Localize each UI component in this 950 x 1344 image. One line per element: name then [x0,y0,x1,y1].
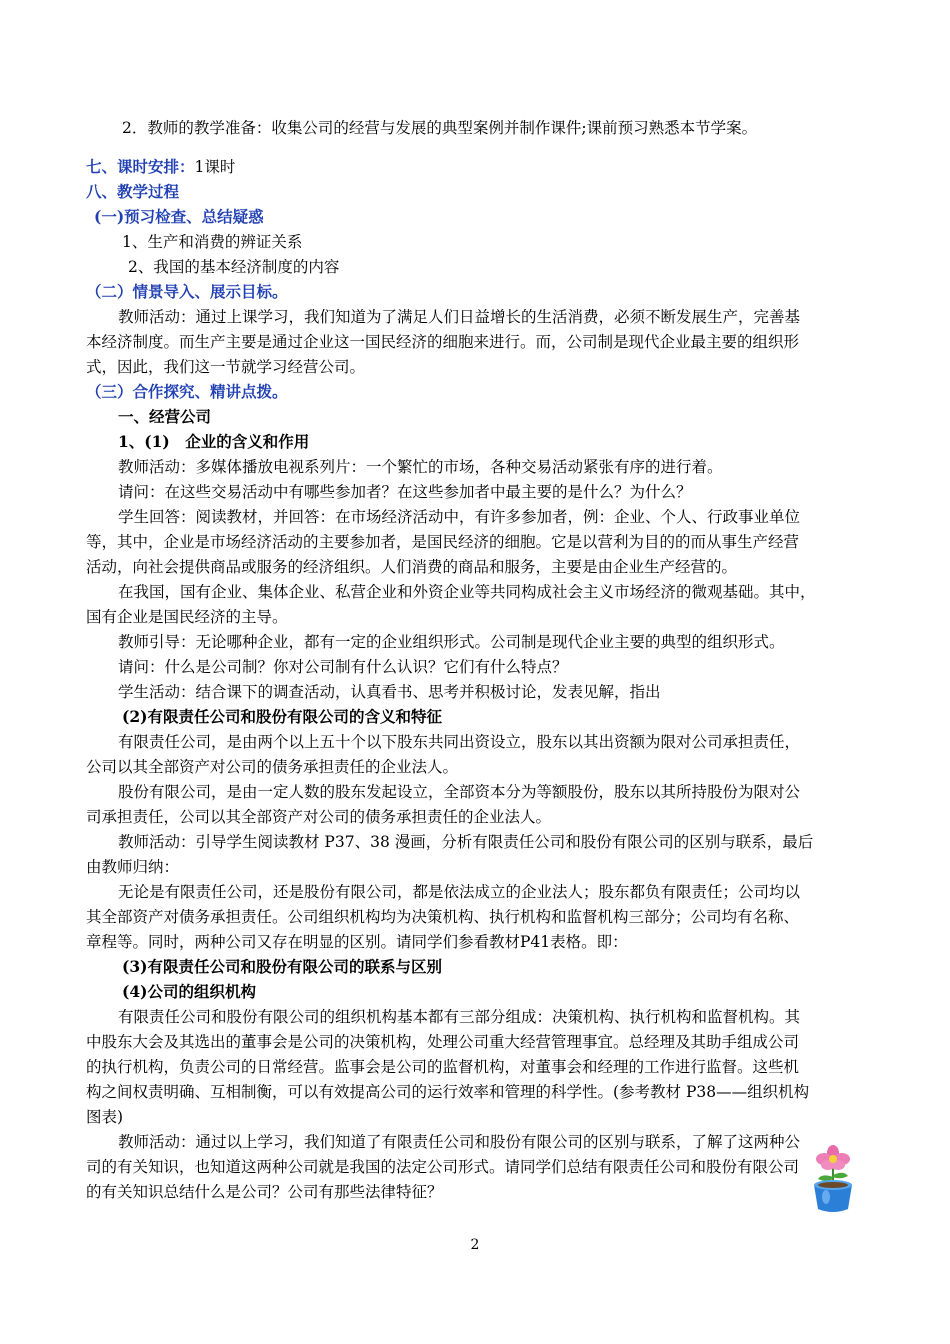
question-2: 请问：什么是公司制？你对公司制有什么认识？它们有什么特点？ [118,658,568,676]
tv-line: 教师活动：多媒体播放电视系列片：一个繁忙的市场，各种交易活动紧张有序的进行着。 [118,458,723,476]
list-item-1: 1、生产和消费的辨证关系 [122,233,303,251]
llc-line-1: 有限责任公司，是由两个以上五十个以下股东共同出资设立，股东以其出资额为限对公司承担责任， [118,733,801,751]
final-line-1: 教师活动：通过以上学习，我们知道了有限责任公司和股份有限公司的区别与联系，了解了这两种公 [118,1133,801,1151]
org-line-3: 的执行机构，负责公司的日常经营。监事会是公司的监督机构，对董事会和经理的工作进行监督。这些机 [86,1058,800,1076]
teacher2-line-1: 教师活动：引导学生阅读教材 P37、38 漫画，分析有限责任公司和股份有限公司的区别与联系，最后 [118,833,814,851]
heading-jingying: 一、经营公司 [118,407,212,426]
question-1: 请问：在这些交易活动中有哪些参加者？在这些参加者中最主要的是什么？为什么？ [118,483,692,501]
final-line-2: 司的有关知识，也知道这两种公司就是我国的法定公司形式。请同学们总结有限责任公司和股份有限公司 [86,1158,800,1176]
summary-line-1: 无论是有限责任公司，还是股份有限公司，都是依法成立的企业法人；股东都负有限责任；公司均以 [118,883,801,901]
page-number: 2 [470,1237,480,1253]
intro-line-3: 式，因此，我们这一节就学习经营公司。 [86,358,366,376]
subheading-1: (一)预习检查、总结疑惑 [94,207,264,226]
list-item-2: 2、我国的基本经济制度的内容 [128,258,340,276]
llc-line-2: 公司以其全部资产对公司的债务承担责任的企业法人。 [86,758,459,776]
section-7-value: 1课时 [194,158,236,176]
heading-1-1: 1、(1) 企业的含义和作用 [118,432,310,451]
org-line-4: 构之间权责明确、互相制衡，可以有效提高公司的运行效率和管理的科学性。(参考教材 P38——组织机构 [86,1083,810,1101]
teacher2-line-2: 由教师归纳： [86,858,180,876]
summary-line-3: 章程等。同时，两种公司又存在明显的区别。请同学们参看教材P41表格。即： [86,933,628,951]
student-activity: 学生活动：结合课下的调查活动，认真看书、思考并积极讨论，发表见解，指出 [118,683,661,701]
subheading-2: （二）情景导入、展示目标。 [86,282,288,301]
final-line-3: 的有关知识总结什么是公司？公司有那些法律特征？ [86,1183,443,1201]
subheading-3: （三）合作探究、精讲点拨。 [86,382,288,401]
section-8-heading: 八、教学过程 [86,182,180,201]
org-line-1: 有限责任公司和股份有限公司的组织机构基本都有三部分组成：决策机构、执行机构和监督机构。其 [118,1008,801,1026]
prep-line: 2．教师的教学准备：收集公司的经营与发展的典型案例并制作课件;课前预习熟悉本节学案。 [122,119,758,137]
intro-line-2: 本经济制度。而生产主要是通过企业这一国民经济的细胞来进行。而，公司制是现代企业最主要的组织形 [86,333,800,351]
org-line-5: 图表) [86,1108,124,1126]
student-line-2: 等，其中，企业是市场经济活动的主要参加者，是国民经济的细胞。它是以营利为目的的而从事生产经营 [86,533,800,551]
jsc-line-2: 司承担责任，公司以其全部资产对公司的债务承担责任的企业法人。 [86,808,552,826]
student-line-1: 学生回答：阅读教材，并回答：在市场经济活动中，有许多参加者，例：企业、个人、行政事业单位 [118,508,801,526]
china-line-1: 在我国，国有企业、集体企业、私营企业和外资企业等共同构成社会主义市场经济的微观基础。其中， [118,583,816,601]
jsc-line-1: 股份有限公司，是由一定人数的股东发起设立，全部资本分为等额股份，股东以其所持股份为限对公 [118,783,801,801]
heading-2: (2)有限责任公司和股份有限公司的含义和特征 [122,707,442,726]
intro-line-1: 教师活动：通过上课学习，我们知道为了满足人们日益增长的生活消费，必须不断发展生产，完善基 [118,308,801,326]
section-7 [86,156,235,178]
org-line-2: 中股东大会及其选出的董事会是公司的决策机构，处理公司重大经营管理事宜。总经理及其助手组成公司 [86,1033,800,1051]
student-line-3: 活动，向社会提供商品或服务的经济组织。人们消费的商品和服务，主要是由企业生产经营的。 [86,558,738,576]
section-7-label: 七、课时安排： [86,157,195,176]
heading-4: (4)公司的组织机构 [122,982,256,1001]
china-line-2: 国有企业是国民经济的主导。 [86,608,288,626]
heading-3: (3)有限责任公司和股份有限公司的联系与区别 [122,957,442,976]
guide-line: 教师引导：无论哪种企业，都有一定的企业组织形式。公司制是现代企业主要的典型的组织形式。 [118,633,785,651]
summary-line-2: 其全部资产对债务承担责任。公司组织机构均为决策机构、执行机构和监督机构三部分；公司均有名称、 [86,908,800,926]
flower-pot-icon [800,1143,866,1215]
